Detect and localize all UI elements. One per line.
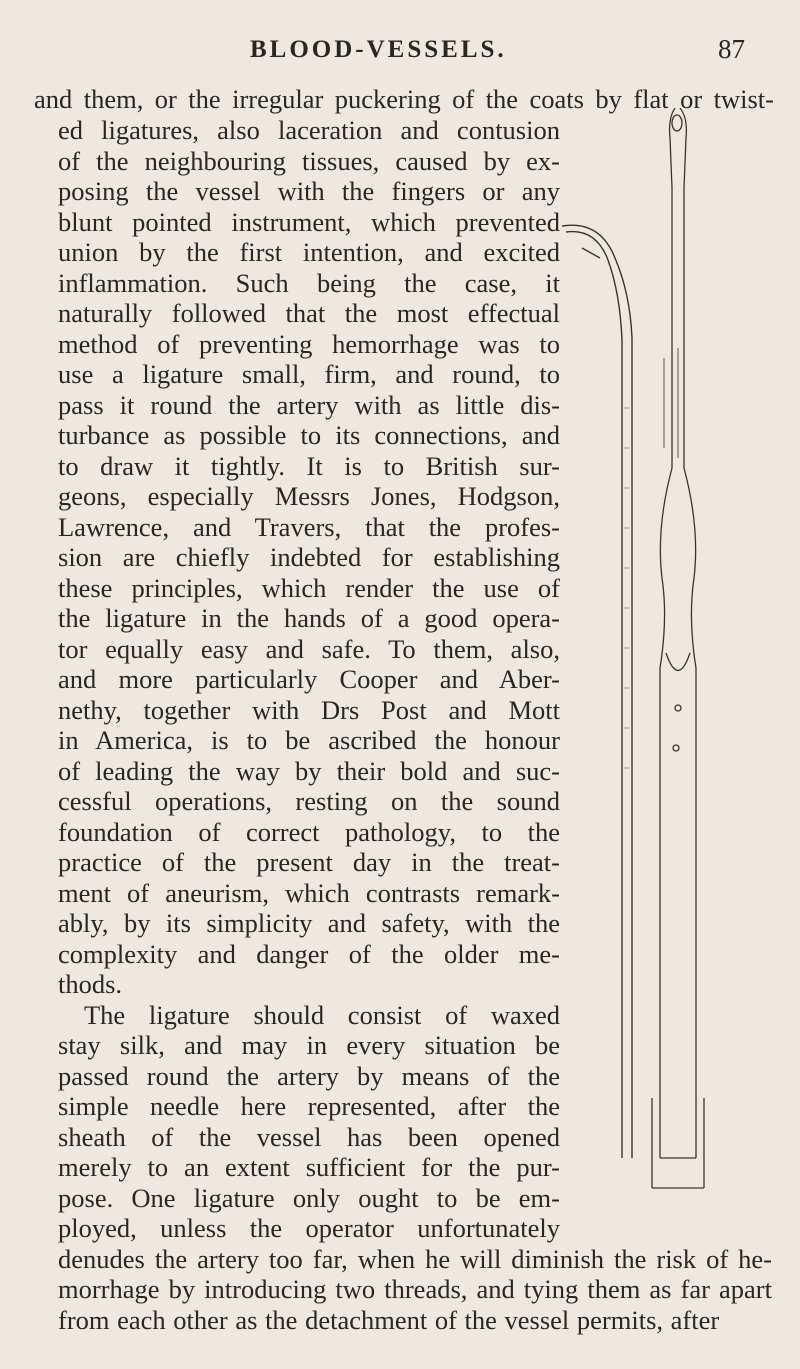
text-line: turbance as possible to its connections, and <box>58 420 560 450</box>
needle-handle-right <box>652 108 704 1188</box>
text-line: and them, or the irregular puckering of the coats by flat or twist- <box>34 84 774 114</box>
text-line: method of preventing hemorrhage was to <box>58 328 560 359</box>
text-line: of the neighbouring tissues, caused by ex- <box>58 145 560 176</box>
text-line: cessful operations, resting on the sound <box>58 786 560 816</box>
text-line: stay silk, and may in every situation be <box>58 1030 560 1060</box>
shading-hatch <box>624 408 630 768</box>
text-line: nethy, together with Drs Post and Mott <box>58 694 560 725</box>
text-line: blunt pointed instrument, which prevented <box>58 206 560 237</box>
text-line: ployed, unless the operator unfortunately <box>58 1213 560 1243</box>
text-line: denudes the artery too far, when he will diminish the risk of he- <box>58 1243 772 1274</box>
text-line: in America, is to be ascribed the honour <box>58 725 560 755</box>
text-line: merely to an extent sufficient for the pur- <box>58 1152 560 1182</box>
text-line: thods. <box>58 969 123 999</box>
page-header <box>0 36 800 76</box>
text-line: Lawrence, and Travers, that the profes- <box>58 511 560 542</box>
text-line: sion are chiefly indebted for establishing <box>58 542 560 572</box>
ligature-needle-illustration <box>560 108 795 1190</box>
text-line: morrhage by introducing two threads, and tying them as far apart <box>58 1274 772 1304</box>
text-line: practice of the present day in the treat- <box>58 847 560 877</box>
text-line: geons, especially Messrs Jones, Hodgson, <box>58 481 560 511</box>
text-line: passed round the artery by means of the <box>58 1060 560 1091</box>
page-number: 87 <box>718 34 745 64</box>
needle-left <box>562 225 632 1158</box>
text-line: pass it round the artery with as little dis- <box>58 389 560 420</box>
text-line: sheath of the vessel has been opened <box>58 1121 560 1152</box>
text-line: pose. One ligature only ought to be em- <box>58 1182 560 1213</box>
text-line: ment of aneurism, which contrasts remark- <box>58 877 560 908</box>
text-line: posing the vessel with the fingers or any <box>58 176 560 206</box>
text-line: foundation of correct pathology, to the <box>58 816 560 847</box>
text-line: complexity and danger of the older me- <box>58 938 560 969</box>
text-line: from each other as the detachment of the vessel permits, after <box>58 1304 720 1335</box>
running-title: BLOOD-VESSELS. <box>250 36 507 63</box>
text-line: inflammation. Such being the case, it <box>58 267 560 298</box>
text-line: naturally followed that the most effectual <box>58 298 560 328</box>
text-line: the ligature in the hands of a good opera- <box>58 603 560 633</box>
text-line: to draw it tightly. It is to British sur- <box>58 450 560 481</box>
text-line: of leading the way by their bold and suc- <box>58 755 560 786</box>
text-line: and more particularly Cooper and Aber- <box>58 664 560 694</box>
text-line: use a ligature small, firm, and round, to <box>58 359 560 389</box>
text-line: ably, by its simplicity and safety, with the <box>58 908 560 938</box>
text-line: these principles, which render the use of <box>58 572 560 603</box>
text-line: tor equally easy and safe. To them, also, <box>58 633 560 664</box>
text-line: union by the first intention, and excited <box>58 237 560 267</box>
text-line: simple needle here represented, after the <box>58 1091 560 1121</box>
text-line: ed ligatures, also laceration and contusion <box>58 115 560 145</box>
text-line: The ligature should consist of waxed <box>84 999 560 1030</box>
